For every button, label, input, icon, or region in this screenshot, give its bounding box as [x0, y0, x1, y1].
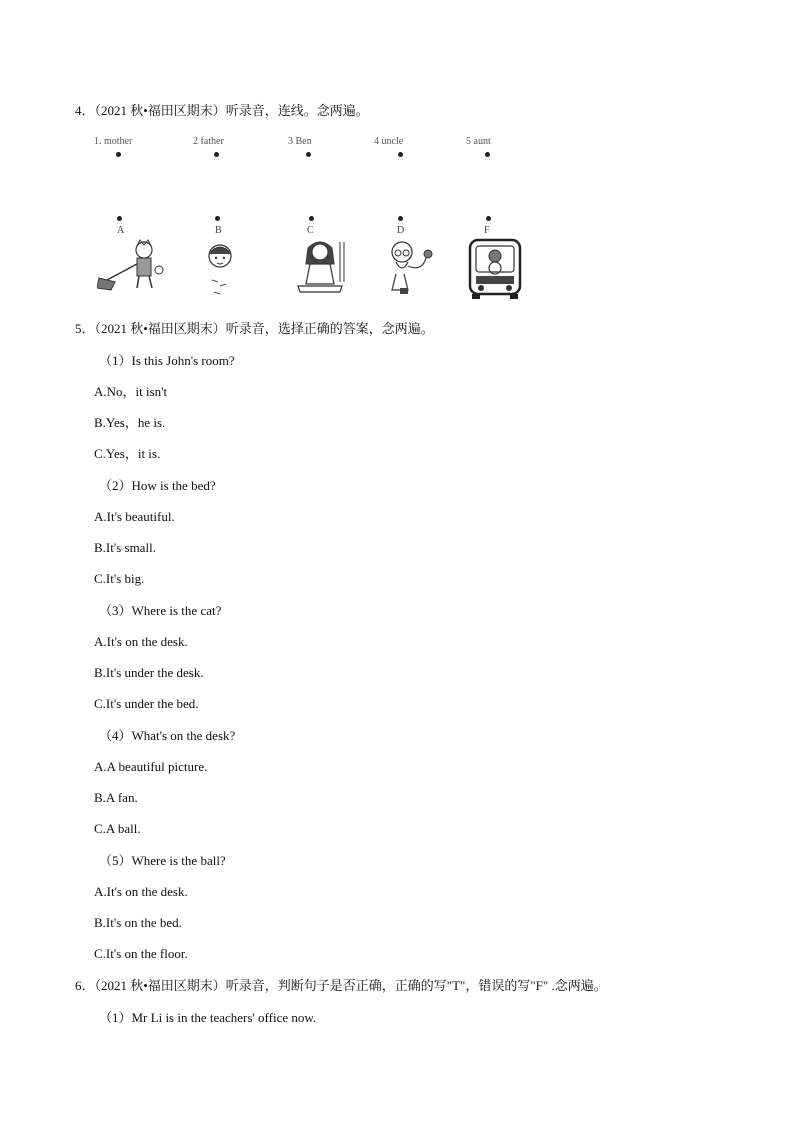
word-ben: 3 Ben	[288, 136, 312, 147]
q5-1-option-c: C.Yes，it is.	[94, 446, 161, 461]
q5-3-option-a: A.It's on the desk.	[94, 634, 188, 649]
word-dot	[214, 152, 219, 157]
picture-a	[97, 216, 157, 306]
word-uncle: 4 uncle	[374, 136, 404, 147]
word-father: 2 father	[193, 136, 224, 147]
woman-teacher-icon	[290, 238, 350, 300]
picture-letter: C	[307, 225, 314, 236]
q5-1-option-b: B.Yes，he is.	[94, 415, 166, 430]
q5-1-option-a: A.No，it isn't	[94, 384, 168, 399]
girl-icon	[196, 238, 246, 300]
picture-letter: D	[397, 225, 405, 236]
question-4-title: 4．（2021 秋•福田区期末）听录音，连线。念两遍。	[75, 103, 369, 118]
q5-2-option-b: B.It's small.	[94, 540, 156, 555]
picture-dot	[486, 216, 491, 221]
picture-b	[196, 216, 256, 306]
q5-4-option-b: B.A fan.	[94, 790, 138, 805]
q5-3-option-c: C.It's under the bed.	[94, 696, 199, 711]
picture-letter: F	[484, 225, 490, 236]
q5-5-question: （5）Where is the ball?	[99, 853, 226, 868]
word-dot	[398, 152, 403, 157]
bus-driver-icon	[468, 238, 524, 300]
word-dot	[485, 152, 490, 157]
q5-3-question: （3）Where is the cat?	[99, 603, 222, 618]
q5-5-option-b: B.It's on the bed.	[94, 915, 182, 930]
q5-2-option-a: A.It's beautiful.	[94, 509, 175, 524]
picture-letter: A	[117, 225, 125, 236]
word-dot	[306, 152, 311, 157]
picture-dot	[309, 216, 314, 221]
picture-d	[378, 216, 438, 306]
q5-5-option-c: C.It's on the floor.	[94, 946, 188, 961]
question-5-title: 5．（2021 秋•福田区期末）听录音，选择正确的答案，念两遍。	[75, 321, 434, 336]
doctor-icon	[378, 238, 438, 300]
q5-1-question: （1）Is this John's room?	[99, 353, 235, 368]
q5-4-question: （4）What's on the desk?	[99, 728, 236, 743]
picture-c	[290, 216, 350, 306]
question-6-title: 6．（2021 秋•福田区期末）听录音，判断句子是否正确，正确的写"T"，错误的写"F" .念两遍。	[75, 978, 607, 993]
q5-5-option-a: A.It's on the desk.	[94, 884, 188, 899]
q5-3-option-b: B.It's under the desk.	[94, 665, 204, 680]
picture-f	[468, 216, 528, 306]
picture-dot	[398, 216, 403, 221]
q6-1-statement: （1）Mr Li is in the teachers' office now.	[99, 1010, 317, 1025]
picture-dot	[215, 216, 220, 221]
word-aunt: 5 aunt	[466, 136, 491, 147]
word-row	[0, 136, 794, 166]
q5-2-option-c: C.It's big.	[94, 571, 145, 586]
boy-sweeping-icon	[97, 238, 167, 300]
q5-4-option-a: A.A beautiful picture.	[94, 759, 208, 774]
q5-4-option-c: C.A ball.	[94, 821, 141, 836]
q5-2-question: （2）How is the bed?	[99, 478, 216, 493]
picture-dot	[117, 216, 122, 221]
word-mother: 1. mother	[94, 136, 133, 147]
picture-letter: B	[215, 225, 222, 236]
word-dot	[116, 152, 121, 157]
